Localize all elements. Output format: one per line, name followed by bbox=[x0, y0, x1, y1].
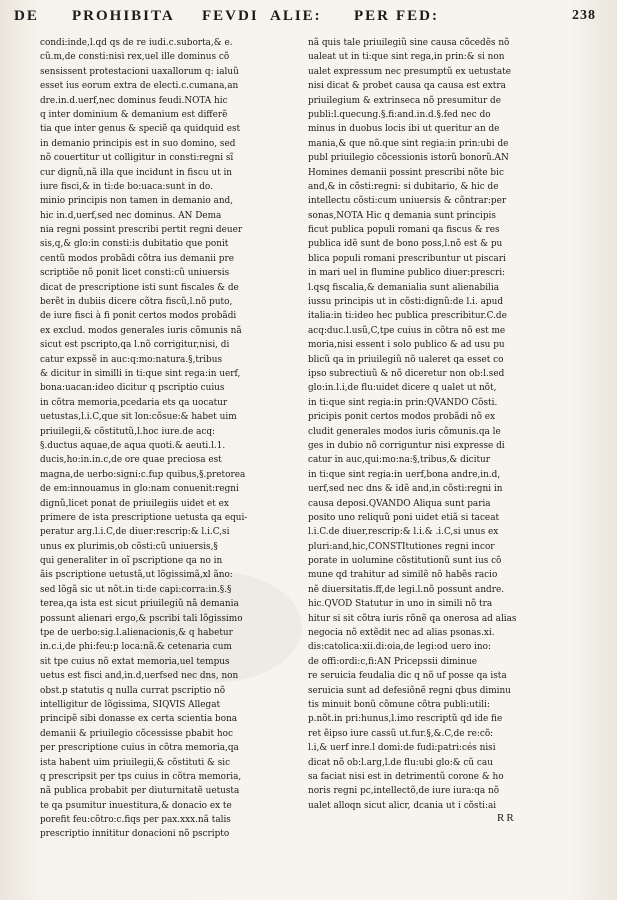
text-line: minio principis non tamen in demanio and, bbox=[40, 196, 234, 207]
text-line: moria,nisi essent i solo publico & ad usu pu bbox=[308, 340, 505, 351]
text-line: priuilegii,& cõstitutũ,l.hoc iure.de acq: bbox=[40, 426, 216, 437]
text-line: tia que inter genus & speciẽ qa quidquid est bbox=[40, 124, 241, 135]
text-line: ret ẽipso iure cassũ ut.fur.§,&.C,de re:cõ: bbox=[308, 728, 494, 739]
text-line: uerf,sed nec dns & idẽ and,in cõsti:regni in bbox=[308, 484, 503, 495]
text-line: berẽt in dubiis dicere cõtra fiscũ,l.nõ puto, bbox=[40, 297, 233, 308]
text-line: ãis pscriptione uetustã,ut lõgissimã,xl ãno: bbox=[40, 570, 233, 581]
text-line: catur in auc,qui:mo:na:§,tribus,& dicitur bbox=[308, 455, 491, 466]
text-line: causa deposi.QVANDO Aliqua sunt paria bbox=[308, 498, 491, 509]
text-line: l.qsq fiscalia,& demanialia sunt alienabilia bbox=[308, 282, 500, 293]
text-line: dre.in.d.uerf,nec dominus feudi.NOTA hic bbox=[40, 95, 228, 106]
text-line: terea,qa ista est sicut priuilegiũ nã demania bbox=[40, 599, 239, 610]
text-line: condi:inde,l.qd qs de re iudi.c.suborta,& e. bbox=[40, 38, 233, 48]
text-line: de offi:ordi:c,fi:AN Pricepssii diminue bbox=[308, 656, 478, 667]
text-line: in demanio principis est in suo domino, sed bbox=[40, 138, 236, 149]
header-word: FEVDI bbox=[202, 8, 259, 24]
text-line: demanii & priuilegio cõcessisse pbabit hoc bbox=[40, 728, 233, 739]
text-line: q inter dominium & demanium est differẽ bbox=[40, 109, 228, 120]
header-word: FED: bbox=[396, 8, 439, 24]
text-line: principẽ sibi donasse ex certa scientia bona bbox=[40, 714, 238, 725]
text-line: mania,& que nõ.que sint regia:in prin:ubi de bbox=[308, 138, 509, 149]
text-line: hic.QVOD Statutur in uno in simili nõ tra bbox=[308, 599, 493, 610]
text-line: obst.p statutis q nulla currat pscriptio nõ bbox=[40, 685, 226, 696]
text-line: cur dignũ,nã illa que incidunt in fiscu ut in bbox=[40, 167, 233, 178]
text-line: acq:duc.l.usũ,C,tpe cuius in cõtra nõ est me bbox=[308, 325, 506, 336]
header-word: DE bbox=[14, 8, 39, 24]
text-line: iussu principis ut in cõsti:dignũ:de l.i. apud bbox=[308, 297, 504, 308]
text-line: sis,q,& glo:in consti:is dubitatio que ponit bbox=[40, 239, 229, 250]
header-word: PER bbox=[354, 8, 390, 24]
text-line: cũ.m,de consti:nisi rex,uel ille dominus cõ bbox=[40, 52, 230, 63]
text-line: magna,de uerbo:signi:c.fup quibus,§.pretorea bbox=[40, 469, 246, 480]
text-line: and,& in cõsti:regni: si dubitario, & hic de bbox=[308, 181, 499, 192]
text-line: blica populi romani prescribuntur ut piscari bbox=[308, 253, 506, 264]
text-line: cludit generales modos iuris cõmunis.qa le bbox=[308, 426, 501, 437]
text-line: qui generaliter in oĩ pscriptione qa no in bbox=[40, 556, 223, 567]
text-line: pricipis ponit certos modos probãdi nõ ex bbox=[308, 412, 496, 423]
text-line: in cõtra memoria,pcedaria ets qa uocatur bbox=[40, 397, 228, 408]
text-line: tis minuit bonũ cõmune cõtra publi:utili: bbox=[308, 699, 490, 710]
text-line: nia regni possint prescribi pertit regni deuer bbox=[40, 225, 243, 236]
text-line: in ti:que sint regia:in uerf,bona andre,in.d, bbox=[308, 469, 501, 480]
text-line: l.i,& uerf inre.l domi:de fudi:patri:cés nisi bbox=[308, 743, 496, 754]
right-text-column bbox=[308, 36, 572, 811]
text-line: & dicitur in similli in ti:que sint rega:in uerf, bbox=[40, 368, 241, 379]
text-line: publ priuilegio cõcessionis istorũ bonorũ.AN bbox=[308, 153, 509, 164]
text-line: in ti:que sint regia:in prin:QVANDO Cõsti. bbox=[308, 397, 498, 408]
text-line: seruicia sunt ad defesiõnẽ regni qbus diminu bbox=[308, 685, 511, 696]
text-line: ualet expressum nec presumptũ ex uetustate bbox=[308, 66, 511, 77]
text-line: te qa psumitur inuestitura,& donacio ex te bbox=[40, 800, 232, 811]
text-line: sonas,NOTA Hic q demania sunt principis bbox=[308, 210, 496, 221]
text-line: ducis,ho:in.in.c,de ore quae preciosa est bbox=[40, 455, 222, 466]
text-line: ex exclud. modos generales iuris cõmunis nã bbox=[40, 325, 242, 336]
text-line: iure fisci,& in ti:de bo:uaca:sunt in do. bbox=[40, 181, 213, 192]
text-line: l.i.C.de diuer,rescrip:& l.i.& .i.C,si unus ex bbox=[308, 527, 499, 538]
text-line: ualet alloqn sicut alicr, dcania ut i cõsti:ai bbox=[308, 800, 497, 811]
text-line: dicat de prescriptione isti sunt fiscales & de bbox=[40, 282, 239, 293]
text-line: porate in uolumine cõstitutionũ sunt ius cõ bbox=[308, 556, 502, 567]
text-line: esset ius eorum extra de electi.c.cumana,an bbox=[40, 81, 239, 92]
signature-mark: RR bbox=[497, 812, 516, 824]
text-line: bona:uacan:ideo dicitur q pscriptio cuius bbox=[40, 383, 225, 394]
text-line: ficut publica populi romani qa fiscus & res bbox=[308, 225, 500, 236]
text-line: in mari uel in flumine publico diuer:prescri: bbox=[308, 268, 506, 279]
text-line: unus ex plurimis,ob cõsti:cũ uniuersis,§ bbox=[40, 541, 218, 552]
page-number: 238 bbox=[572, 8, 596, 23]
header-word: PROHIBITA bbox=[72, 8, 175, 24]
text-line: blicũ qa in priuilegiũ nõ ualeret qa esset co bbox=[308, 354, 504, 365]
text-line: posito uno reliquũ poni uidet etiã si taceat bbox=[308, 512, 500, 523]
text-line: nẽ diuersitatis.ff,de legi.l.nõ possunt andre. bbox=[308, 584, 505, 595]
text-line: ualeat ut in ti:que sint rega,in prin:& si non bbox=[308, 52, 505, 63]
text-line: intelligitur de lõgissima, SIQVIS Allegat bbox=[40, 699, 221, 710]
text-line: centũ modos probãdi cõtra ius demanii pre bbox=[40, 253, 234, 264]
text-line: hitur si sit cõtra iuris rõnẽ qa onerosa ad alias bbox=[308, 613, 517, 624]
text-line: ges in dubio nõ corriguntur nisi expresse di bbox=[308, 440, 505, 451]
text-line: p.nõt.in pri:hunus,l.imo rescriptũ qd ide fie bbox=[308, 714, 503, 725]
running-header bbox=[14, 4, 604, 32]
text-line: prescriptio innititur donacioni nõ pscripto bbox=[40, 829, 230, 840]
text-line: nõ couertitur ut colligitur in consti:regni sĩ bbox=[40, 153, 234, 164]
text-line: primere de ista prescriptione uetusta qa equi- bbox=[40, 512, 248, 523]
text-line: pluri:and,hic,CONSTItutiones regni incor bbox=[308, 541, 495, 552]
text-line: minus in duobus locis ibi ut queritur an de bbox=[308, 124, 500, 135]
text-line: ista habent uim priuilegii,& cõstituti & sic bbox=[40, 757, 231, 768]
text-line: priuilegium & extrinseca nõ presumitur de bbox=[308, 95, 501, 106]
text-line: §.ductus aquae,de aqua quoti.& aeuti.l.1. bbox=[40, 440, 226, 451]
text-line: Homines demanii possint prescribi nõte bic bbox=[308, 167, 504, 178]
text-line: noris regni pc,intellectõ,de iure iura:qa nõ bbox=[308, 786, 500, 797]
text-line: possunt alienari ergo,& pscribi tali lõgissimo bbox=[40, 613, 243, 624]
text-line: de em:innouamus in glo:nam conuenit:regni bbox=[40, 484, 239, 495]
text-line: glo:in.l.i,de flu:uidet dicere q ualet ut nõt, bbox=[308, 383, 497, 394]
text-line: sit tpe cuius nõ extat memoria,uel tempus bbox=[40, 656, 230, 667]
text-line: sa faciat nisi est in detrimentũ corone & ho bbox=[308, 771, 504, 782]
text-line: negocia nõ extẽdit nec ad alias psonas.xi. bbox=[308, 628, 495, 639]
text-line: sensissent protestacioni uaxallorum q: ialuũ bbox=[40, 66, 239, 77]
text-line: mune qd trahitur ad similẽ nõ habẽs racio bbox=[308, 570, 498, 581]
left-text-column bbox=[40, 36, 305, 840]
header-word: ALIE: bbox=[270, 8, 322, 24]
text-line: sicut est pscripto,qa l.nõ corrigitur,nisi, di bbox=[40, 340, 230, 351]
text-line: peratur arg.l.i.C,de diuer:rescrip:& l.i.C,si bbox=[40, 527, 230, 538]
text-line: sed lõgã sic ut nõt.in ti:de capi:corra:in.§.§ bbox=[40, 584, 232, 595]
text-line: tpe de uerbo:sig.l.alienacionis,& q habetur bbox=[40, 628, 233, 639]
text-line: catur expssẽ in auc:q:mo:natura.§,tribus bbox=[40, 354, 222, 365]
text-line: dicat nõ ob:l.arg,l.de flu:ubi glo:& cũ cau bbox=[308, 757, 493, 768]
text-line: dignũ,licet ponat de priuilegiis uidet et ex bbox=[40, 498, 229, 509]
text-line: in.c.i,de phi:feu:p loca:nã.& cetenaria cum bbox=[40, 642, 232, 653]
text-line: intellectu cõsti:cum uniuersis & cõntrar:per bbox=[308, 196, 507, 207]
text-line: scriptiõe nõ ponit licet consti:cũ uniuersis bbox=[40, 268, 230, 279]
text-line: italia:in ti:ideo hec publica prescribitur.C.de bbox=[308, 311, 507, 322]
text-line: dis:catolica:xii.di:oia,de legi:od uero ino: bbox=[308, 642, 491, 653]
text-line: nã publica probabit per diuturnitatẽ uetusta bbox=[40, 786, 240, 797]
text-line: publica idẽ sunt de bono poss,l.nõ est & pu bbox=[308, 239, 503, 250]
text-line: per prescriptione cuius in cõtra memoria,qa bbox=[40, 743, 239, 754]
text-line: uetus est fisci and,in.d,uerfsed nec dns, non bbox=[40, 671, 239, 682]
text-line: de iure fisci à fi ponit certos modos probãdi bbox=[40, 311, 237, 322]
text-line: nã quis tale priuilegiũ sine causa cõcedẽs nõ bbox=[308, 38, 510, 48]
text-line: hic in.d,uerf,sed nec dominus. AN Dema bbox=[40, 210, 222, 221]
text-line: publi:l.quecung.§.fi:and.in.d.§.fed nec do bbox=[308, 109, 491, 120]
text-line: q prescripsit per tps cuius in cõtra memoria, bbox=[40, 771, 242, 782]
text-line: nisi dicat & probet causa qa causa est extra bbox=[308, 81, 506, 92]
text-line: ipso subrectiuũ & nõ diceretur non ob:l.sed bbox=[308, 368, 505, 379]
text-line: uetustas,l.i.C,que sit lon:cõsue:& habet uim bbox=[40, 412, 237, 423]
text-line: re seruicia feudalia dic q nõ uf posse qa ista bbox=[308, 671, 507, 682]
text-line: porefit feu:cõtro:c.fiqs per pax.xxx.nã talis bbox=[40, 815, 231, 826]
